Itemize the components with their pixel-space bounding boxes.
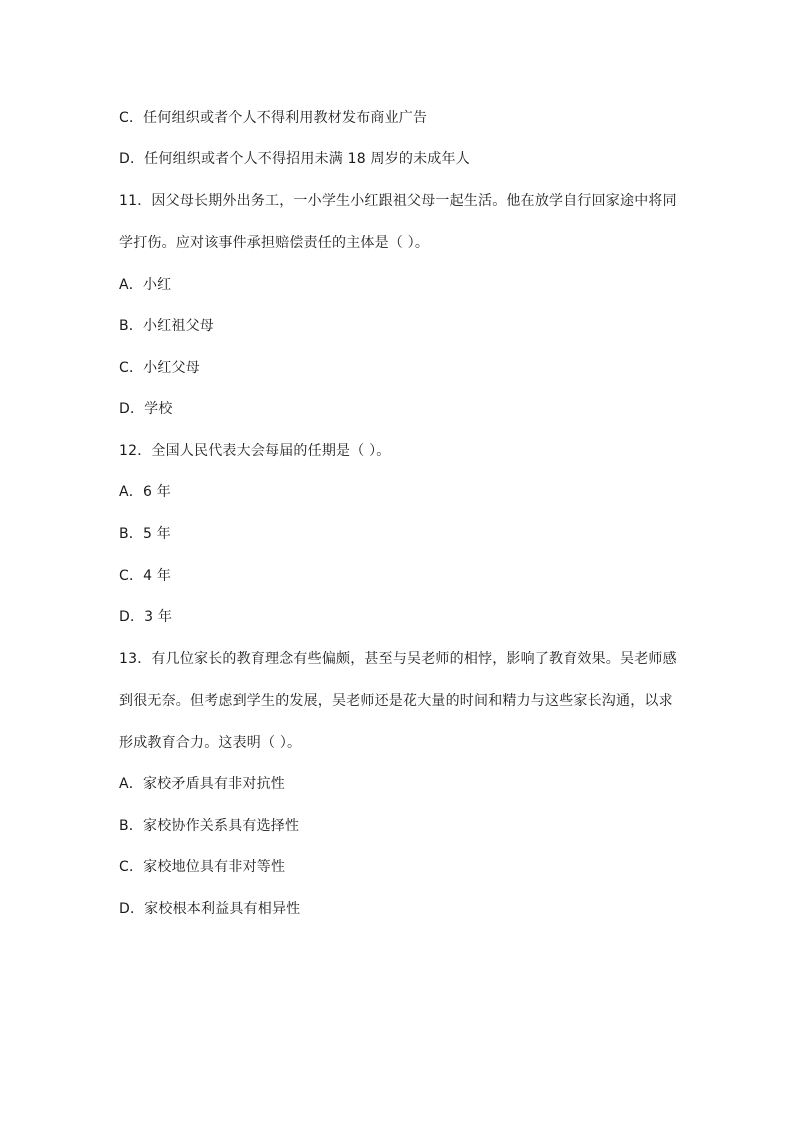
option-c-q10: C．任何组织或者个人不得利用教材发布商业广告 [119,110,428,126]
question-13-line-2: 到很无奈。但考虑到学生的发展，吴老师还是花大量的时间和精力与这些家长沟通，以求 [119,693,673,709]
option-a-q12: A．6 年 [119,484,171,500]
option-d-q10: D．任何组织或者个人不得招用未满 18 周岁的未成年人 [119,151,470,167]
question-11-line-2: 学打伤。应对该事件承担赔偿责任的主体是（ ）。 [119,235,430,251]
question-13-line-3: 形成教育合力。这表明（ ）。 [119,735,302,751]
option-b-q13: B．家校协作关系具有选择性 [119,818,300,834]
option-c-q11: C．小红父母 [119,360,200,376]
question-11-line-1: 11．因父母长期外出务工，一小学生小红跟祖父母一起生活。他在放学自行回家途中将同 [119,193,677,209]
option-a-q11: A．小红 [119,277,172,293]
option-a-q13: A．家校矛盾具有非对抗性 [119,776,285,792]
option-d-q12: D．3 年 [119,609,173,625]
option-d-q11: D．学校 [119,401,173,417]
option-c-q12: C．4 年 [119,568,172,584]
option-b-q12: B．5 年 [119,526,171,542]
question-13-line-1: 13．有几位家长的教育理念有些偏颇，甚至与吴老师的相悖，影响了教育效果。吴老师感 [119,651,677,667]
option-d-q13: D．家校根本利益具有相异性 [119,901,301,917]
question-12: 12．全国人民代表大会每届的任期是（ ）。 [119,443,391,459]
option-c-q13: C．家校地位具有非对等性 [119,859,286,875]
option-b-q11: B．小红祖父母 [119,318,215,334]
